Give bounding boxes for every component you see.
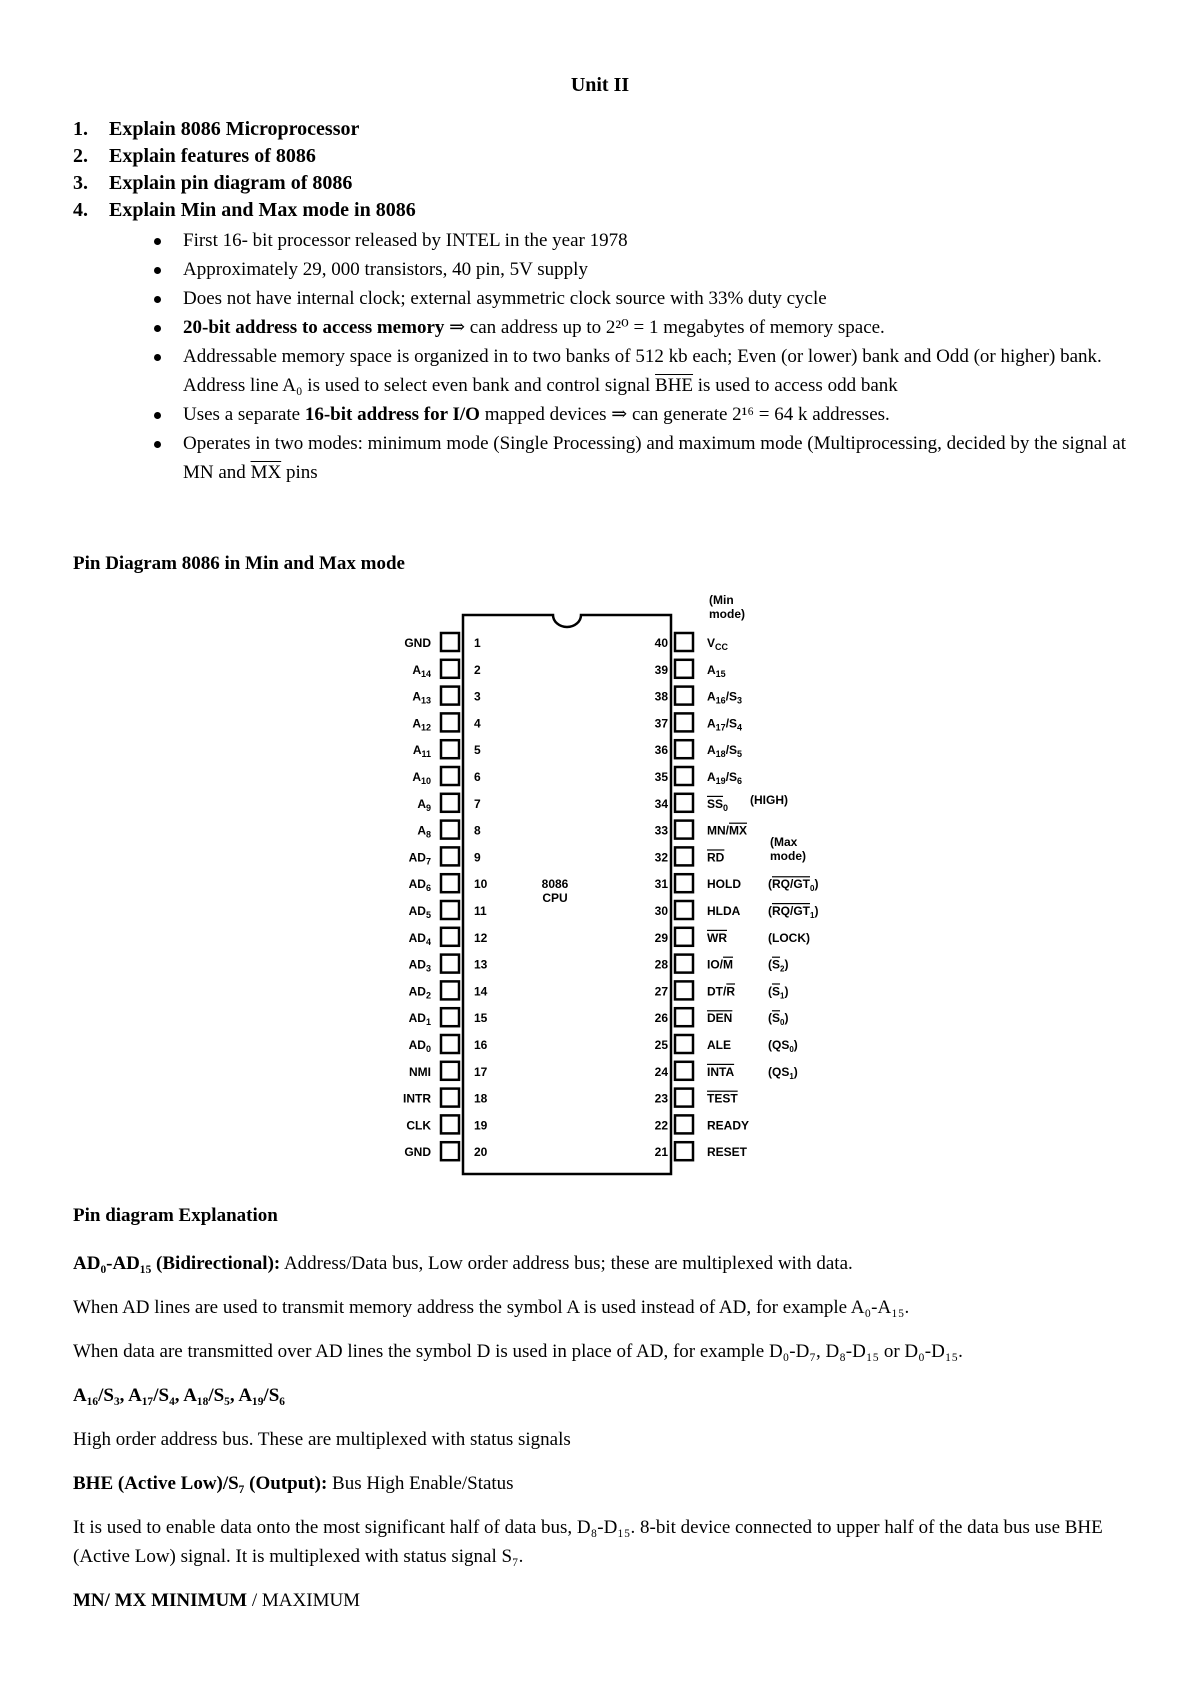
bullet-rest-text: ⇒ can address up to 2²⁰ = 1 megabytes of memory space. [444,317,885,338]
pin-box [441,1115,459,1133]
pin-box [675,1035,693,1053]
pin-number: 23 [654,1091,668,1106]
pin-box [441,794,459,812]
pin-label: RD [707,850,725,865]
pin-number: 11 [474,904,487,918]
pin-box [675,901,693,919]
pin-number: 36 [654,743,668,758]
pin-box [441,633,459,651]
pin-number: 2 [474,662,481,677]
pin-label: CLK [406,1118,431,1133]
pin-label: ALE [707,1038,731,1052]
paragraph-bold-text: BHE (Active Low)/S₇ (Output): [73,1473,328,1494]
pin-number: 12 [474,930,488,945]
bullet-text-part: pins [281,462,318,483]
pin-box [675,847,693,865]
pin-label: $V_{CC}$ [707,636,729,652]
pin-number: 7 [474,796,481,811]
pin-box [675,928,693,946]
explanation-paragraph [73,1586,1143,1615]
question-number: 4. [73,199,88,221]
min-mode-label-line2: mode) [709,607,745,621]
pin-label: $A_{15}$ [707,662,726,679]
pin-box [675,1115,693,1133]
pin-box [441,1035,459,1053]
pin-number: 8 [474,823,481,838]
explanation-heading: Pin diagram Explanation [73,1205,278,1226]
pin-box [675,955,693,973]
pin-number: 29 [654,930,668,945]
pin-label: $AD_1$ [408,1011,431,1028]
pin-label: NMI [409,1064,431,1079]
pin-box [675,794,693,812]
question-text: Explain features of 8086 [109,145,316,167]
pin-number: 13 [474,957,488,972]
max-mode-label-line2: mode) [770,849,806,863]
explanation-paragraph: When AD lines are used to transmit memory address the symbol A is used instead of AD, for example A₀-A₁₅. [73,1297,910,1318]
max-mode-pin-label: $(S_1)$ [768,984,789,1001]
pin-number: 37 [654,716,668,731]
pin-number: 10 [474,877,488,892]
pin-number: 19 [474,1118,488,1133]
bullet-text: Approximately 29, 000 transistors, 40 pin, 5V supply [183,259,588,280]
max-mode-pin-label: (LOCK) [768,930,810,945]
pin-box [675,633,693,651]
pin-box [441,981,459,999]
pin-number: 15 [474,1011,488,1026]
pin-label: $A_8$ [417,823,431,840]
pin-box [441,740,459,758]
bullet-text-part: Operates in two modes: minimum mode (Single Processing) and maximum mode (Multiprocessing, decided by the signal at MN and [183,433,1126,483]
pin-box [441,821,459,839]
pin-label: MN/MX [707,823,747,838]
pin-number: 35 [654,770,668,784]
pin-label: $AD_2$ [408,984,431,1001]
pin-number: 28 [654,957,668,972]
pin-label: INTA [707,1064,735,1079]
pin-label: $AD_6$ [408,877,431,894]
pin-label: $A_{10}$ [412,770,431,786]
pin-box [675,981,693,999]
pin-label: READY [707,1118,750,1133]
page-title: Unit II [570,74,630,96]
pin-number: 5 [474,743,481,758]
chip-name-line2: CPU [542,891,568,905]
pin-label: $A_{19}/S_6$ [707,770,743,786]
pin-number: 4 [474,716,481,731]
pin-label: INTR [403,1091,431,1106]
max-mode-pin-label: $(QS_0)$ [768,1038,798,1054]
pin-box [441,928,459,946]
pin-label: $AD_4$ [408,930,431,947]
pin-number: 38 [654,689,668,704]
pin-label: GND [404,1145,431,1160]
pin-label: $AD_5$ [408,904,431,920]
pin-label: $A_{13}$ [412,689,431,706]
pin-box [441,1062,459,1080]
pin-box [675,713,693,731]
bullet-text-part: Addressable memory space is organized in to two banks of 512 kb each; Even (or lower) bank and Odd (or higher) bank. Address line A₀ is used to select even bank and control signal [183,346,1102,396]
question-number: 2. [73,145,88,167]
high-label: (HIGH) [750,793,788,807]
pin-number: 18 [474,1091,488,1106]
pin-label: $AD_7$ [408,850,431,867]
pin-box [441,1089,459,1107]
min-mode-label-line1: (Min [709,593,734,607]
pin-label: $A_9$ [417,796,431,813]
pin-number: 34 [654,796,668,811]
max-mode-pin-label: $(S_0)$ [768,1011,789,1028]
question-text: Explain pin diagram of 8086 [109,172,353,194]
pin-label: HLDA [707,904,741,918]
pin-box [675,687,693,705]
pin-number: 14 [474,984,488,999]
pin-number: 6 [474,770,481,784]
explanation-paragraph: It is used to enable data onto the most significant half of data bus, D₈-D₁₅. 8-bit device connected to upper half of the data bus use BHE (Active Low) signal. It is multiplexed with status signal S₇. [73,1517,1103,1567]
question-number: 3. [73,172,88,194]
pin-number: 21 [654,1145,668,1160]
pin-box [675,767,693,785]
pin-box [441,660,459,678]
bhe-overline-text: $\overline{BHE}$ [655,375,694,396]
max-mode-pin-label: $(RQ/GT_0)$ [768,877,819,894]
bullet-text: First 16- bit processor released by INTEL in the year 1978 [183,230,628,251]
pin-box [675,874,693,892]
pin-label: $A_{11}$ [412,743,431,760]
pin-label: $A_{16}/S_3$ [707,689,743,706]
pin-label: $A_{14}$ [412,662,431,679]
paragraph-bold-text: AD₀-AD₁₅ (Bidirectional): [73,1253,281,1274]
pin-label: IO/M [707,957,734,972]
max-mode-pin-label: $(QS_1)$ [768,1064,798,1081]
pin-number: 22 [654,1118,668,1133]
pin-number: 30 [654,904,668,918]
pin-box [441,687,459,705]
explanation-paragraph [73,1381,1143,1410]
pin-box [675,1008,693,1026]
explanation-paragraph [73,1469,1143,1498]
bullet-text-part: mapped devices ⇒ can generate 2¹⁶ = 64 k addresses. [479,404,890,425]
paragraph-bold-text: MN/ MX MINIMUM [73,1590,248,1611]
explanation-paragraph [73,1249,1143,1278]
pin-number: 24 [654,1064,668,1079]
pin-box [441,874,459,892]
explanation-paragraph: When data are transmitted over AD lines the symbol D is used in place of AD, for example D₀-D₇, D₈-D₁₅ or D₀-D₁₅. [73,1341,963,1362]
pin-box [675,821,693,839]
bullet-bold-text: 20-bit address to access memory [183,317,445,338]
bullet-text-part: is used to access odd bank [693,375,898,396]
question-text: Explain 8086 Microprocessor [109,118,360,140]
pin-box [675,1089,693,1107]
pin-box [441,847,459,865]
paragraph-text: Bus High Enable/Status [327,1473,514,1494]
pin-label: $AD_0$ [408,1038,431,1054]
pin-number: 1 [474,636,481,650]
pin-box [675,1062,693,1080]
pin-box [675,1142,693,1160]
pin-number: 39 [654,662,668,677]
pin-box [441,1008,459,1026]
pin-label: $AD_3$ [408,957,431,974]
pin-number: 27 [654,984,668,999]
pin-box [441,713,459,731]
pin-box [441,767,459,785]
pin-label: HOLD [707,877,741,892]
pin-number: 17 [474,1064,488,1079]
pin-box [441,901,459,919]
pin-number: 33 [654,823,668,838]
explanation-paragraph: High order address bus. These are multiplexed with status signals [73,1429,571,1450]
question-text: Explain Min and Max mode in 8086 [109,199,416,221]
pin-label: TEST [707,1091,738,1106]
pin-number: 9 [474,850,481,865]
pin-label: DEN [707,1011,733,1026]
paragraph-text: Address/Data bus, Low order address bus; these are multiplexed with data. [280,1253,853,1274]
pin-number: 20 [474,1145,488,1160]
paragraph-bold-text: A₁₆/S₃, A₁₇/S₄, A₁₈/S₅, A₁₉/S₆ [73,1385,285,1406]
question-number: 1. [73,118,88,140]
max-mode-pin-label: $(RQ/GT_1)$ [768,904,819,920]
pin-box [675,740,693,758]
pin-label: $A_{17}/S_4$ [707,716,743,733]
pin-label: $A_{12}$ [412,716,431,733]
pin-box [441,955,459,973]
chip-name-line1: 8086 [541,877,569,891]
bullet-text: Does not have internal clock; external asymmetric clock source with 33% duty cycle [183,288,827,309]
pin-label: $SS_0$ [707,796,729,813]
max-mode-label-line1: (Max [770,835,798,849]
pin-number: 32 [654,850,668,865]
pin-label: RESET [707,1145,748,1160]
max-mode-pin-label: $(S_2)$ [768,957,789,974]
pin-box [441,1142,459,1160]
bullet-text-part: Uses a separate [183,404,305,425]
pin-number: 31 [654,877,668,892]
pin-number: 26 [654,1011,668,1026]
pin-label: WR [707,930,727,945]
pin-box [675,660,693,678]
paragraph-text: / MAXIMUM [247,1590,361,1611]
bullet-bold-text: 16-bit address for I/O [304,404,480,425]
pin-number: 25 [654,1038,668,1052]
mx-overline-text: $\overline{MX}$ [250,462,282,483]
pin-label: DT/R [707,984,736,999]
pin-number: 40 [654,636,668,650]
pin-number: 3 [474,689,481,704]
pin-number: 16 [474,1038,488,1052]
pin-diagram-heading: Pin Diagram 8086 in Min and Max mode [73,553,405,574]
pin-label: $A_{18}/S_5$ [707,743,743,760]
pin-label: GND [404,636,431,650]
